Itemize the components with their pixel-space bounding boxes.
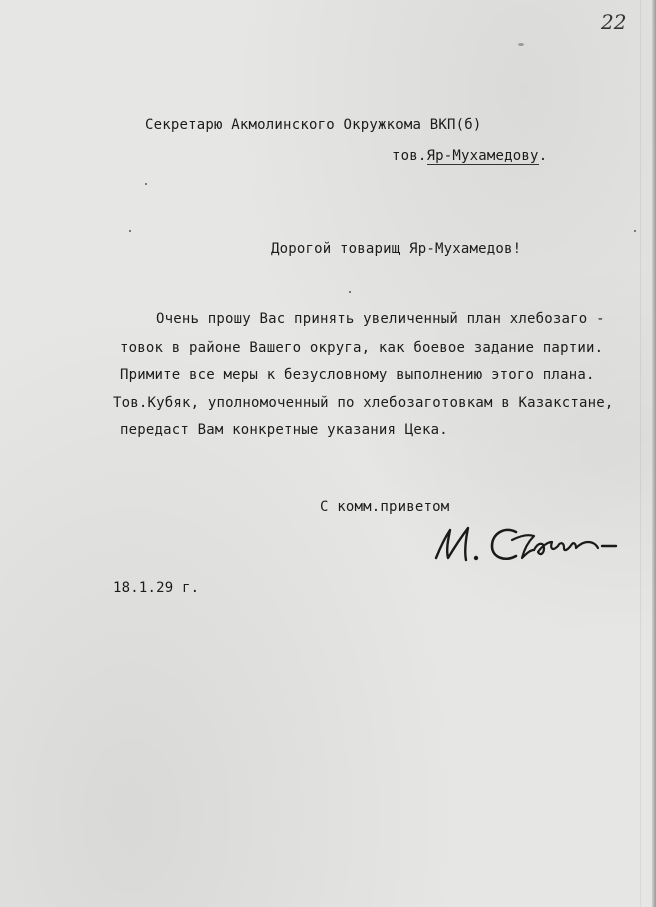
signature-image bbox=[430, 520, 630, 570]
closing: С комм.приветом bbox=[320, 499, 450, 515]
sheet-number: 22 bbox=[601, 10, 627, 34]
ink-speck bbox=[518, 43, 524, 46]
body-line-2: товок в районе Вашего округа, как боевое задание партии. bbox=[120, 340, 604, 356]
paper-edge bbox=[652, 0, 656, 907]
paper-fold bbox=[640, 0, 641, 907]
addressee-name: Яр-Мухамедову bbox=[426, 148, 539, 164]
salutation: Дорогой товарищ Яр-Мухамедов! bbox=[271, 241, 522, 257]
addressee-prefix: тов. bbox=[392, 148, 427, 164]
ink-speck bbox=[634, 230, 636, 232]
date: 18.1.29 г. bbox=[113, 580, 200, 596]
body-line-3: Примите все меры к безусловному выполнению этого плана. bbox=[120, 367, 595, 383]
addressee-line-1: Секретарю Акмолинского Окружкома ВКП(б) bbox=[145, 117, 482, 133]
body-line-5: передаст Вам конкретные указания Цека. bbox=[120, 422, 448, 438]
addressee-suffix: . bbox=[538, 148, 548, 164]
body-line-4: Тов.Кубяк, уполномоченный по хлебозаготовкам в Казакстане, bbox=[113, 395, 614, 411]
ink-speck bbox=[349, 291, 351, 293]
addressee-line-2 bbox=[392, 148, 547, 164]
body-line-1: Очень прошу Вас принять увеличенный план хлебозаго - bbox=[156, 311, 605, 327]
ink-speck bbox=[145, 183, 147, 185]
ink-speck bbox=[129, 230, 131, 232]
